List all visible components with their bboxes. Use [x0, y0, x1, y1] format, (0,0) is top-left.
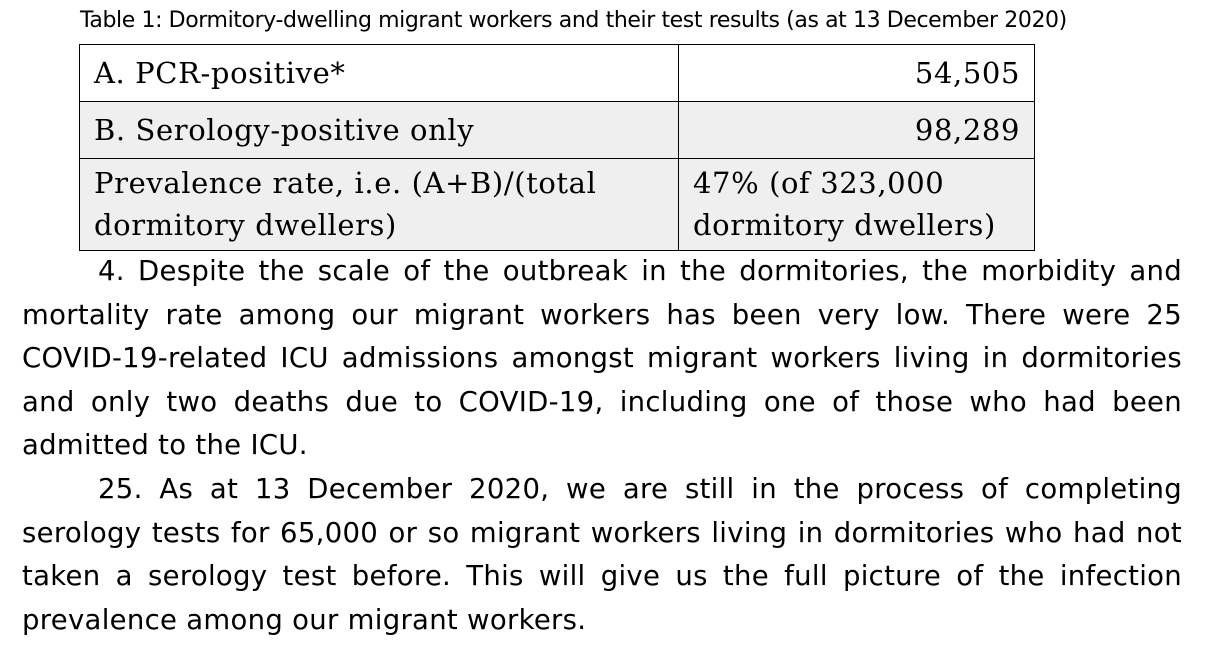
paragraph-serology-progress: 25. As at 13 December 2020, we are still in the process of completing serology tests for 65,000 or so migrant workers living in dormitories who had not taken a serology test before. This will give us the full picture of the infection prevalence among our migrant workers.: [22, 473, 1182, 636]
row-value-serology-positive: 98,289: [679, 102, 1035, 159]
test-results-table: [79, 44, 1035, 251]
row-value-pcr-positive: 54,505: [679, 45, 1035, 102]
paragraph-morbidity-mortality: 4. Despite the scale of the outbreak in the dormitories, the morbidity and mortality rate among our migrant workers has been very low. There were 25 COVID-19-related ICU admissions amongst migrant workers living in dormitories and only two deaths due to COVID-19, including one of those who had been admitted to the ICU.: [22, 255, 1182, 462]
table-row: [80, 159, 1035, 251]
row-value-prevalence-rate: 47% (of 323,000 dormitory dwellers): [679, 159, 1035, 251]
table-caption: Table 1: Dormitory-dwelling migrant workers and their test results (as at 13 December 2020): [80, 8, 1067, 33]
table-row: [80, 45, 1035, 102]
table-row: [80, 102, 1035, 159]
row-label-serology-positive: B. Serology-positive only: [80, 102, 679, 159]
row-label-pcr-positive: A. PCR-positive*: [80, 45, 679, 102]
row-label-prevalence-rate: Prevalence rate, i.e. (A+B)/(total dormitory dwellers): [80, 159, 679, 251]
